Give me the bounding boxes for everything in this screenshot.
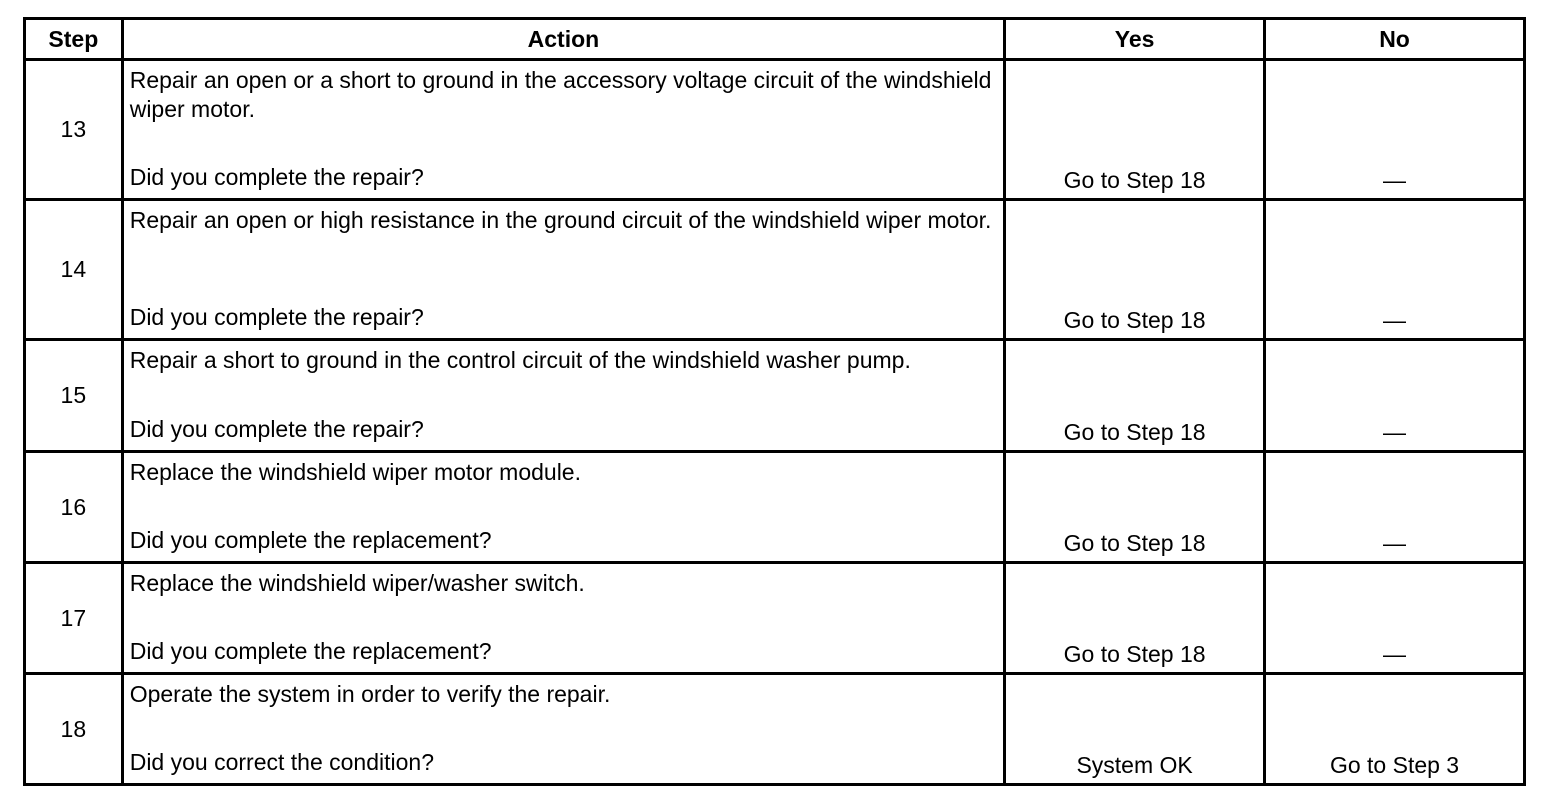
no-result: Go to Step 3 (1265, 674, 1525, 785)
table-row (25, 563, 1525, 674)
yes-result: System OK (1005, 674, 1265, 785)
action-text: Replace the windshield wiper/washer switch. (129, 570, 585, 596)
header-step: Step (25, 19, 123, 60)
action-cell (122, 563, 1004, 674)
table-row (25, 452, 1525, 563)
table-row (25, 60, 1525, 200)
action-question: Did you complete the repair? (129, 304, 424, 330)
no-result: — (1265, 340, 1525, 452)
yes-result: Go to Step 18 (1005, 340, 1265, 452)
step-number: 13 (25, 60, 123, 200)
yes-result: Go to Step 18 (1005, 563, 1265, 674)
action-cell (122, 60, 1004, 200)
action-question: Did you complete the repair? (129, 416, 424, 442)
header-no: No (1265, 19, 1525, 60)
action-question: Did you complete the repair? (129, 164, 424, 190)
header-row (25, 19, 1525, 60)
action-text: Repair an open or a short to ground in the accessory voltage circuit of the windshield wiper motor. (129, 67, 992, 122)
action-text: Repair a short to ground in the control circuit of the windshield washer pump. (129, 347, 911, 373)
table-row (25, 340, 1525, 452)
action-text: Repair an open or high resistance in the ground circuit of the windshield wiper motor. (129, 207, 992, 233)
header-yes: Yes (1005, 19, 1265, 60)
table-row (25, 674, 1525, 785)
table-row (25, 200, 1525, 340)
diagnostic-table (23, 17, 1526, 786)
yes-result: Go to Step 18 (1005, 200, 1265, 340)
yes-result: Go to Step 18 (1005, 60, 1265, 200)
no-result: — (1265, 60, 1525, 200)
action-text: Replace the windshield wiper motor module. (129, 459, 581, 485)
step-number: 17 (25, 563, 123, 674)
action-text: Operate the system in order to verify the repair. (129, 681, 611, 707)
header-action: Action (122, 19, 1004, 60)
step-number: 15 (25, 340, 123, 452)
yes-result: Go to Step 18 (1005, 452, 1265, 563)
action-cell (122, 674, 1004, 785)
step-number: 18 (25, 674, 123, 785)
action-question: Did you complete the replacement? (129, 638, 492, 664)
step-number: 14 (25, 200, 123, 340)
action-question: Did you complete the replacement? (129, 527, 492, 553)
step-number: 16 (25, 452, 123, 563)
action-cell (122, 452, 1004, 563)
no-result: — (1265, 452, 1525, 563)
action-cell (122, 200, 1004, 340)
no-result: — (1265, 563, 1525, 674)
action-cell (122, 340, 1004, 452)
action-question: Did you correct the condition? (129, 749, 434, 775)
no-result: — (1265, 200, 1525, 340)
